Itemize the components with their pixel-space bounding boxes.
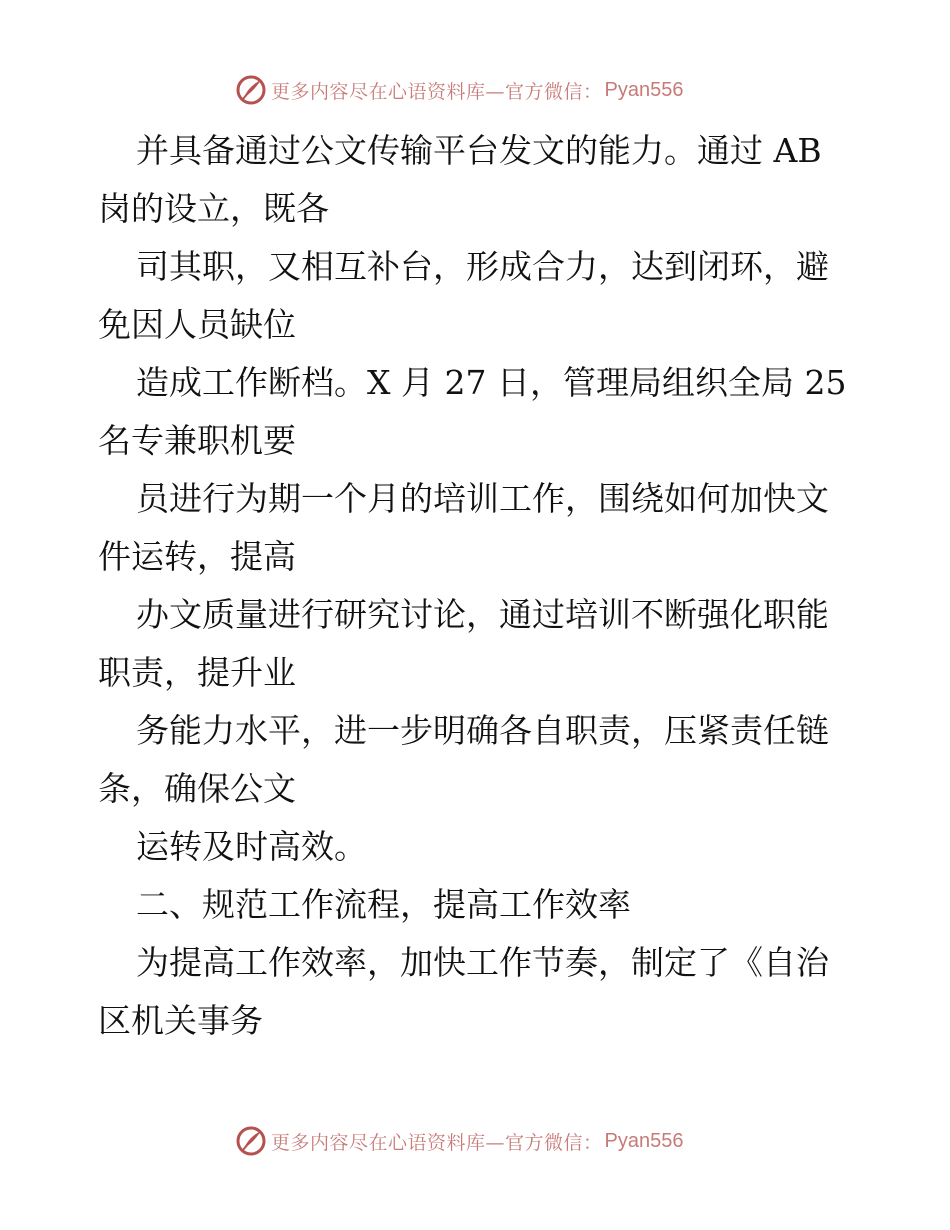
body-line: 司其职，又相互补台，形成合力，达到闭环，避 xyxy=(136,247,829,286)
body-line: 条，确保公文 xyxy=(98,769,296,808)
feather-quill-seal-icon xyxy=(235,1125,267,1157)
header-watermark xyxy=(235,73,683,107)
watermark-wechat-id: Pyan556 xyxy=(604,78,684,101)
body-line: 运转及时高效。 xyxy=(136,827,367,866)
body-line: 造成工作断档。X 月 27 日，管理局组织全局 25 xyxy=(136,363,847,402)
body-line: 件运转，提高 xyxy=(98,537,296,576)
body-line: 务能力水平，进一步明确各自职责，压紧责任链 xyxy=(136,711,829,750)
feather-quill-seal-icon xyxy=(235,74,267,106)
body-line: 免因人员缺位 xyxy=(98,305,296,344)
body-line: 为提高工作效率，加快工作节奏，制定了《自治 xyxy=(136,943,829,982)
watermark-text: 更多内容尽在心语资料库—官方微信： xyxy=(271,80,603,103)
body-line: 办文质量进行研究讨论，通过培训不断强化职能 xyxy=(136,595,829,634)
footer-watermark xyxy=(235,1124,683,1158)
watermark-text: 更多内容尽在心语资料库—官方微信： xyxy=(271,1131,603,1154)
body-line: 名专兼职机要 xyxy=(98,421,296,460)
section-heading: 二、规范工作流程，提高工作效率 xyxy=(136,885,631,924)
body-line: 职责，提升业 xyxy=(98,653,296,692)
body-line: 岗的设立，既各 xyxy=(98,189,329,228)
watermark-wechat-id: Pyan556 xyxy=(604,1129,684,1152)
body-line: 并具备通过公文传输平台发文的能力。通过 AB xyxy=(136,131,822,170)
document-body xyxy=(98,122,858,1050)
body-line: 区机关事务 xyxy=(98,1001,263,1040)
body-line: 员进行为期一个月的培训工作，围绕如何加快文 xyxy=(136,479,829,518)
